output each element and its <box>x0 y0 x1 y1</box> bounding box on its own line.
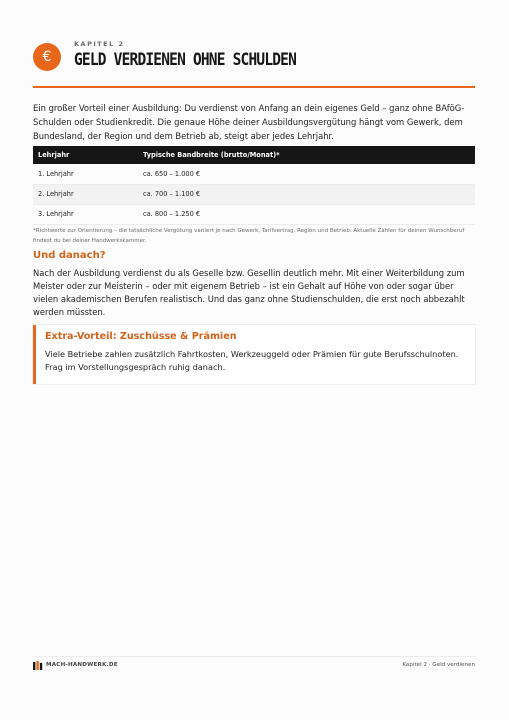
footer-divider <box>33 656 475 657</box>
callout-title: Extra-Vorteil: Zuschüsse & Prämien <box>45 331 237 342</box>
callout-box <box>33 325 475 384</box>
section-heading: Und danach? <box>33 250 106 261</box>
footer-brand: MACH-HANDWERK.DE <box>46 662 118 668</box>
table-header-row <box>33 146 475 164</box>
column-header-range: Typische Bandbreite (brutto/Monat)* <box>143 146 475 164</box>
intro-paragraph: Ein großer Vorteil einer Ausbildung: Du verdienst von Anfang an dein eigenes Geld – ganz ohne BAföG-Schulden oder Studienkredit. Die genaue Höhe deiner Ausbildungsvergütung hängt vom Gewerk, dem Bundesland, der Region und dem Betrieb ab, steigt aber jedes Lehrjahr. <box>33 103 465 141</box>
chapter-header <box>33 40 475 86</box>
header-divider <box>33 86 475 88</box>
euro-icon: € <box>33 43 61 71</box>
callout-text: Viele Betriebe zahlen zusätzlich Fahrtkosten, Werkzeuggeld oder Prämien für gute Berufsschulnoten. Frag im Vorstellungsgespräch ruhig danach. <box>45 349 459 372</box>
table-cell-year: 2. Lehrjahr <box>33 184 143 204</box>
chapter-label: KAPITEL 2 <box>74 40 125 48</box>
brand-logo-icon <box>33 661 43 670</box>
table-cell-range: ca. 700 – 1.100 € <box>143 184 475 204</box>
table-cell-range: ca. 800 – 1.250 € <box>143 204 475 224</box>
table-footnote: *Richtwerte zur Orientierung – die tatsächliche Vergütung variiert je nach Gewerk, Tarifvertrag, Region und Betrieb. Aktuelle Zahlen für deinen Wunschberuf findest du bei deiner Handwerkskammer. <box>33 228 465 244</box>
table-row <box>33 184 475 204</box>
table-cell-year: 1. Lehrjahr <box>33 164 143 184</box>
section-paragraph: Nach der Ausbildung verdienst du als Geselle bzw. Gesellin deutlich mehr. Mit einer Weiterbildung zum Meister oder zur Meisterin – oder mit eigenem Betrieb – ist ein Gehalt auf Höhe von oder sogar über vielen akademischen Berufen realistisch. Und das ganz ohne Studienschulden, die erst noch abbezahlt werden müssten. <box>33 268 465 317</box>
table-row <box>33 204 475 224</box>
table-cell-range: ca. 650 – 1.000 € <box>143 164 475 184</box>
page-title: GELD VERDIENEN OHNE SCHULDEN <box>74 51 297 70</box>
table-row <box>33 164 475 184</box>
footer-chapter: Kapitel 2 · Geld verdienen <box>402 662 475 668</box>
table-cell-year: 3. Lehrjahr <box>33 204 143 224</box>
wage-table <box>33 146 475 225</box>
column-header-year: Lehrjahr <box>33 146 143 164</box>
